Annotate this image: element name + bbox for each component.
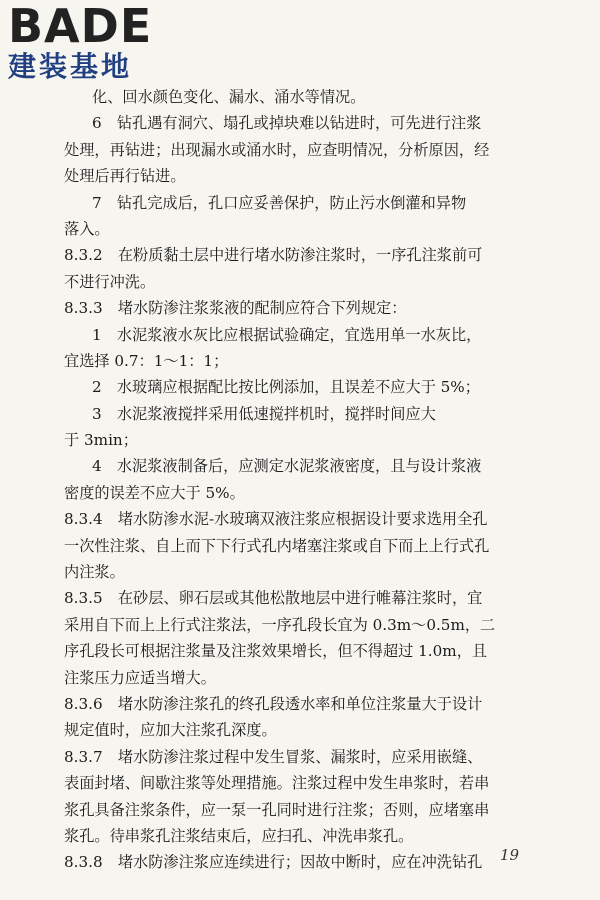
- text-line: 8.3.3 堵水防渗注浆浆液的配制应符合下列规定：: [64, 299, 407, 318]
- text-line: 注浆压力应适当增大。: [64, 668, 216, 687]
- text-line: 不进行冲洗。: [64, 272, 156, 291]
- text-line: 2 水玻璃应根据配比按比例添加，且误差不应大于 5%；: [92, 378, 480, 397]
- text-line: 落入。: [64, 219, 110, 238]
- bade-logo: [8, 2, 152, 82]
- text-line: 密度的误差不应大于 5%。: [64, 483, 245, 502]
- text-line: 7 钻孔完成后，孔口应妥善保护，防止污水倒灌和异物: [92, 193, 467, 212]
- text-line: 宜选择 0.7：1～1：1；: [64, 351, 229, 370]
- text-line: 处理，再钻进；出现漏水或涌水时，应查明情况，分析原因，经: [64, 140, 490, 159]
- text-line: 序孔段长可根据注浆量及注浆效果增长，但不得超过 1.0m，且: [64, 642, 488, 661]
- text-line: 规定值时，应加大注浆孔深度。: [64, 721, 277, 740]
- page-number: 19: [500, 846, 520, 864]
- text-line: 浆孔具备注浆条件，应一泵一孔同时进行注浆；否则，应堵塞串: [64, 800, 490, 819]
- text-line: 4 水泥浆液制备后，应测定水泥浆液密度，且与设计浆液: [92, 457, 482, 476]
- text-line: 6 钻孔遇有洞穴、塌孔或掉块难以钻进时，可先进行注浆: [92, 114, 482, 133]
- text-line: 采用自下而上上行式注浆法，一序孔段长宜为 0.3m～0.5m，二: [64, 615, 496, 634]
- text-line: 1 水泥浆液水灰比应根据试验确定，宜选用单一水灰比，: [92, 325, 482, 344]
- text-line: 8.3.4 堵水防渗水泥-水玻璃双液注浆应根据设计要求选用全孔: [64, 510, 488, 529]
- document-body: [64, 84, 556, 876]
- text-line: 表面封堵、间歇注浆等处理措施。注浆过程中发生串浆时，若串: [64, 774, 490, 793]
- text-line: 8.3.8 堵水防渗注浆应连续进行；因故中断时，应在冲洗钻孔: [64, 853, 483, 872]
- text-line: 8.3.7 堵水防渗注浆过程中发生冒浆、漏浆时，应采用嵌缝、: [64, 747, 483, 766]
- logo-brand: BADE: [8, 0, 153, 53]
- text-line: 8.3.5 在砂层、卵石层或其他松散地层中进行帷幕注浆时，宜: [64, 589, 483, 608]
- text-line: 8.3.6 堵水防渗注浆孔的终孔段透水率和单位注浆量大于设计: [64, 694, 483, 713]
- text-line: 一次性注浆、自上而下下行式孔内堵塞注浆或自下而上上行式孔: [64, 536, 490, 555]
- text-line: 3 水泥浆液搅拌采用低速搅拌机时，搅拌时间应大: [92, 404, 436, 423]
- text-line: 内注浆。: [64, 563, 125, 582]
- text-line: 处理后再行钻进。: [64, 167, 186, 186]
- logo-subtitle: 建装基地: [8, 50, 133, 83]
- text-line: 于 3min；: [64, 431, 138, 450]
- text-line: 化、回水颜色变化、漏水、涌水等情况。: [92, 88, 366, 106]
- text-line: 8.3.2 在粉质黏土层中进行堵水防渗注浆时，一序孔注浆前可: [64, 246, 483, 265]
- text-line: 浆孔。待串浆孔注浆结束后，应扫孔、冲洗串浆孔。: [64, 826, 414, 845]
